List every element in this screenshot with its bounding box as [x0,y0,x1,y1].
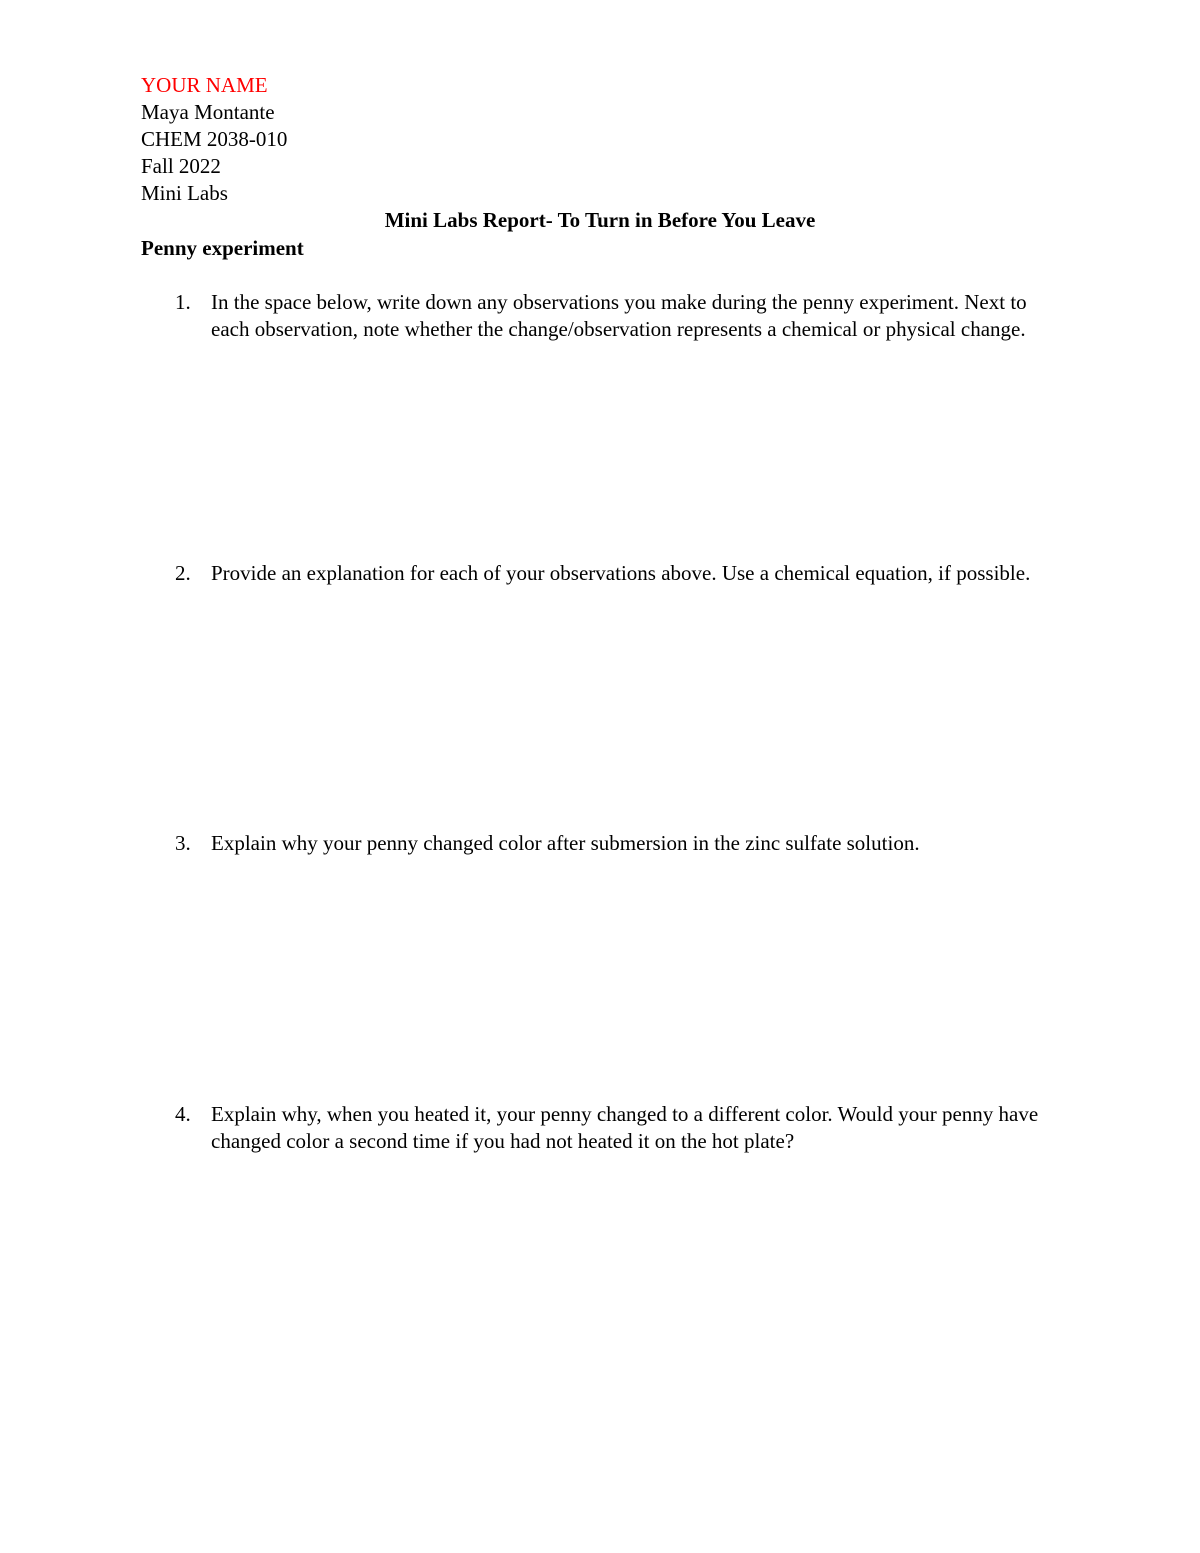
question-item [141,289,1061,343]
term: Fall 2022 [141,154,221,178]
section-heading: Penny experiment [141,236,304,260]
question-number: 4. [175,1102,191,1126]
question-item [141,1101,1061,1155]
question-text: Provide an explanation for each of your observations above. Use a chemical equation, if possible. [211,561,1031,585]
name-placeholder: YOUR NAME [141,73,268,97]
student-header [141,72,287,207]
question-text: Explain why, when you heated it, your penny changed to a different color. Would your penny have changed color a second time if you had not heated it on the hot plate? [211,1102,1039,1153]
question-item [141,830,1061,857]
question-number: 2. [175,561,191,585]
assignment-name: Mini Labs [141,181,228,205]
question-text: In the space below, write down any observations you make during the penny experiment. Next to each observation, note whether the change/observation represents a chemical or physical change. [211,290,1027,341]
document-title: Mini Labs Report- To Turn in Before You Leave [384,208,816,232]
student-name: Maya Montante [141,100,275,124]
question-number: 1. [175,290,191,314]
question-item [141,560,1061,587]
question-text: Explain why your penny changed color after submersion in the zinc sulfate solution. [211,831,920,855]
question-number: 3. [175,831,191,855]
course-code: CHEM 2038-010 [141,127,288,151]
